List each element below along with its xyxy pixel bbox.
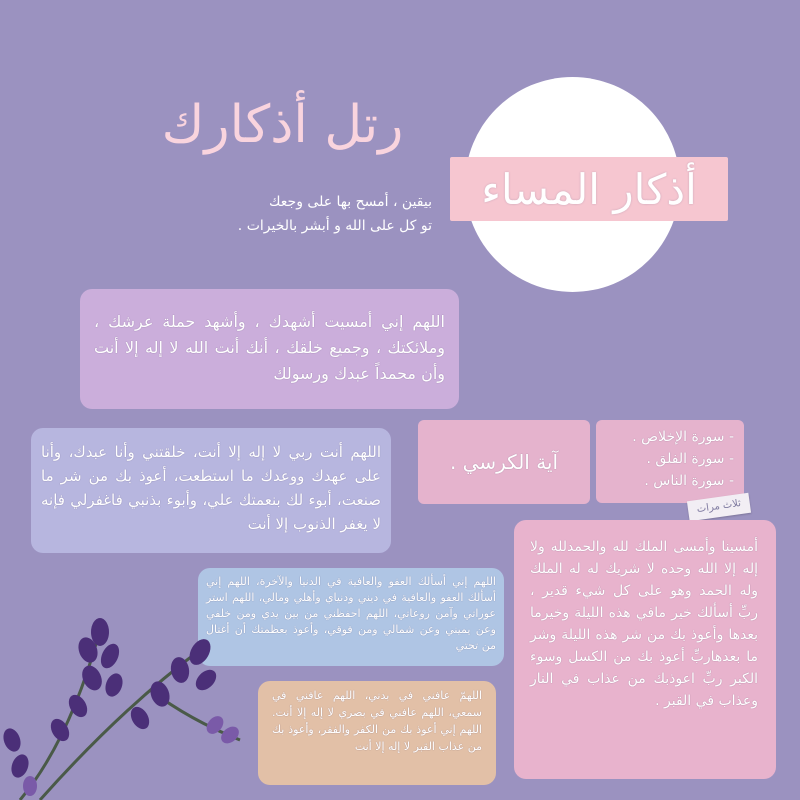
dhikr-card-aafini: اللهمّ عافني في بدني، اللهم عافني في سمعي، اللهم عافني في بصري لا إله إلا أنت. اللهم إني أعوذ بك من الكفر والفقر، وأعوذ بك من عذاب القبر لا إله إلا أنت: [258, 681, 496, 785]
page-title-banner: [450, 157, 728, 221]
surah-item: - سورة الإخلاص .: [632, 429, 734, 445]
lavender-sprig-icon: [0, 590, 260, 800]
three-times-tag: ثلاث مرات: [687, 493, 751, 521]
script-title: رتل أذكارك: [161, 95, 404, 155]
surah-item: - سورة الفلق .: [646, 451, 734, 467]
subtitle-line: تو كل على الله و أبشر بالخيرات .: [237, 218, 432, 234]
subtitle-line: بيقين ، أمسح بها على وجعك: [268, 194, 432, 210]
ayat-kursi-label: آية الكرسي .: [449, 450, 559, 474]
page-title: أذكار المساء: [481, 164, 697, 214]
dhikr-card-shahadah: اللهم إني أمسيت أشهدك ، وأشهد حملة عرشك ، وملائكتك ، وجميع خلقك ، أنك أنت الله لا إله إلا أنت وأن محمداً عبدك ورسولك: [80, 289, 459, 409]
dhikr-card-amsayna: أمسينا وأمسى الملك لله والحمدلله ولا إله إلا الله وحده لا شريك له له الملك وله الحمد وهو على كل شيء قدير ، ربِّ أسألك خير مافي هذه الليلة وخيرما بعدها وأعوذ بك من شر هذه الليلة وشر ما بعدهاربِّ أعوذ بك من الكسل وسوء الكبر ربِّ اعوذبك من عذاب في النار وعذاب في القبر .: [514, 520, 776, 779]
subtitle: [186, 190, 432, 238]
surah-item: - سورة الناس .: [644, 473, 734, 489]
dhikr-card-surahs: [596, 420, 744, 503]
dhikr-card-sayyid-istighfar: اللهم أنت ربي لا إله إلا أنت، خلقتني وأنا عبدك، وأنا على عهدك ووعدك ما استطعت، أعوذ بك من شر ما صنعت، أبوء لك بنعمتك علي، وأبوء بذنبي فاغفرلي فإنه لا يغفر الذنوب إلا أنت: [31, 428, 391, 553]
dhikr-card-ayat-kursi: [418, 420, 590, 504]
dhikr-card-afiyah: اللهم إني أسألك العفو والعافية في الدنيا والآخرة، اللهم إني أسألك العفو والعافية في ديني ودنياي وأهلي ومالي، اللهم استر عوراتي وآمن روعاتي، اللهم احفظني من بين يدي ومن خلفي وعن يميني وعن شمالي ومن فوقي، وأعوذ بعظمتك أن أغتال من تحتي: [198, 568, 504, 666]
